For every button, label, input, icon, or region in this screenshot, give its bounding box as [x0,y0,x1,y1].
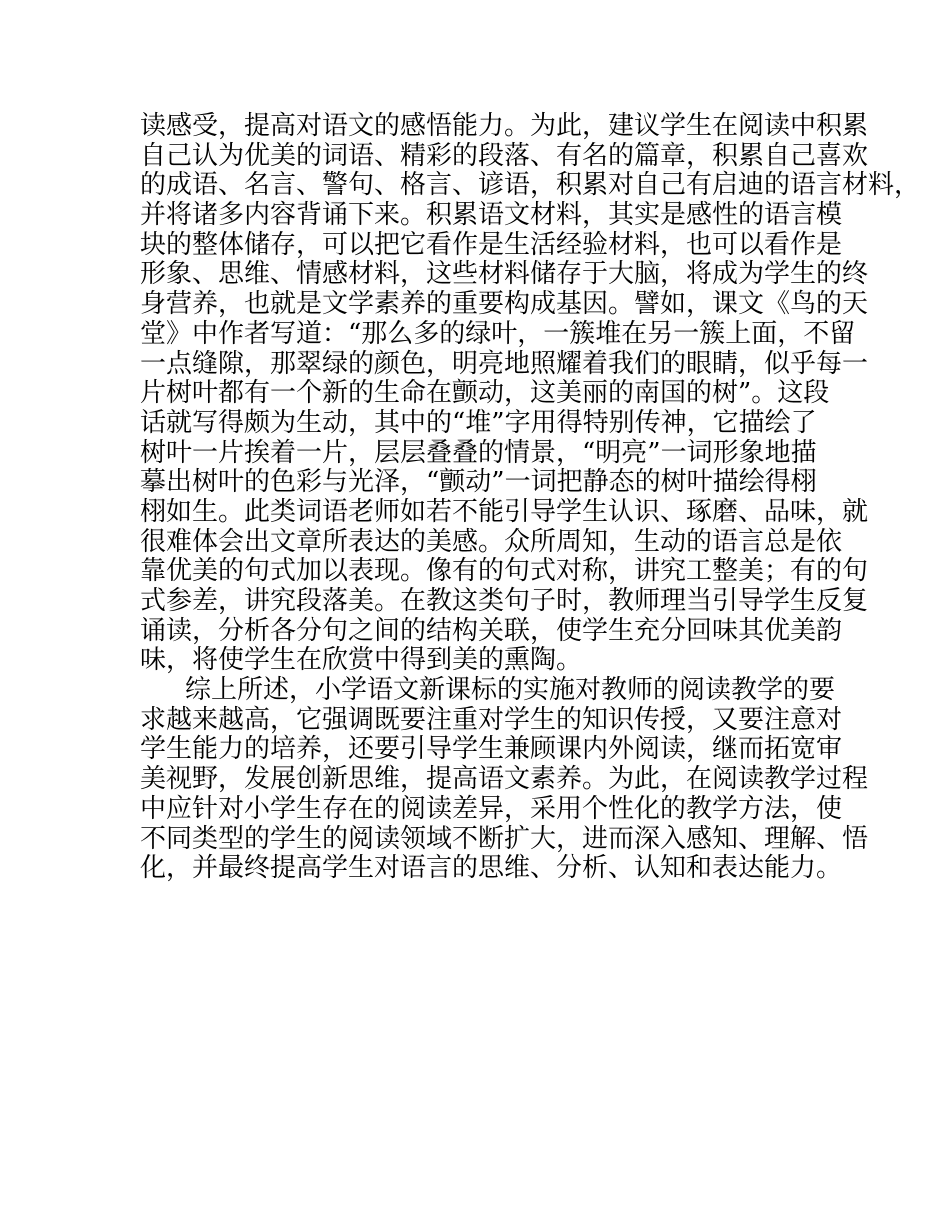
text-line: 诵读，分析各分句之间的结构关联，使学生充分回味其优美韵 [140,615,843,646]
text-line: 中应针对小学生存在的阅读差异，采用个性化的教学方法，使 [140,793,843,824]
text-line: 很难体会出文章所表达的美感。众所周知，生动的语言总是依 [140,526,843,557]
text-line: 味，将使学生在欣赏中得到美的熏陶。 [140,645,583,676]
text-line: 美视野，发展创新思维，提高语文素养。为此，在阅读教学过程 [140,764,869,795]
text-line: 学生能力的培养，还要引导学生兼顾课内外阅读，继而拓宽审 [140,734,843,765]
text-line: 堂》中作者写道：“那么多的绿叶，一簇堆在另一簇上面，不留 [140,318,856,349]
paragraph-1 [140,111,921,676]
text-line: 并将诸多内容背诵下来。积累语文材料，其实是感性的语言模 [140,200,843,231]
text-line: 的成语、名言、警句、格言、谚语，积累对自己有启迪的语言材料， [140,170,921,201]
text-line: 自己认为优美的词语、精彩的段落、有名的篇章，积累自己喜欢 [140,140,869,171]
text-line: 树叶一片挨着一片，层层叠叠的情景，“明亮”一词形象地描 [140,437,817,468]
text-line: 栩如生。此类词语老师如若不能引导学生认识、琢磨、品味，就 [140,496,869,527]
text-line: 一点缝隙，那翠绿的颜色，明亮地照耀着我们的眼睛，似乎每一 [140,348,869,379]
text-line: 块的整体储存，可以把它看作是生活经验材料，也可以看作是 [140,229,843,260]
text-line: 摹出树叶的色彩与光泽，“颤动”一词把静态的树叶描绘得栩 [140,467,817,498]
paragraph-2 [140,675,869,884]
text-line: 形象、思维、情感材料，这些材料储存于大脑，将成为学生的终 [140,259,869,290]
body-text [140,111,921,884]
text-line: 化，并最终提高学生对语言的思维、分析、认知和表达能力。 [140,853,843,884]
text-line: 身营养，也就是文学素养的重要构成基因。譬如，课文《鸟的天 [140,289,869,320]
text-line: 不同类型的学生的阅读领域不断扩大，进而深入感知、理解、悟 [140,823,869,854]
text-line: 求越来越高，它强调既要注重对学生的知识传授，又要注意对 [140,704,843,735]
text-line: 读感受，提高对语文的感悟能力。为此，建议学生在阅读中积累 [140,111,869,141]
text-line: 靠优美的句式加以表现。像有的句式对称，讲究工整美；有的句 [140,556,869,587]
text-line: 片树叶都有一个新的生命在颤动，这美丽的南国的树”。这段 [140,378,830,409]
text-line: 综上所述，小学语文新课标的实施对教师的阅读教学的要 [185,675,836,706]
text-line: 话就写得颇为生动，其中的“堆”字用得特别传神，它描绘了 [140,407,817,438]
text-line: 式参差，讲究段落美。在教这类句子时，教师理当引导学生反复 [140,586,869,616]
